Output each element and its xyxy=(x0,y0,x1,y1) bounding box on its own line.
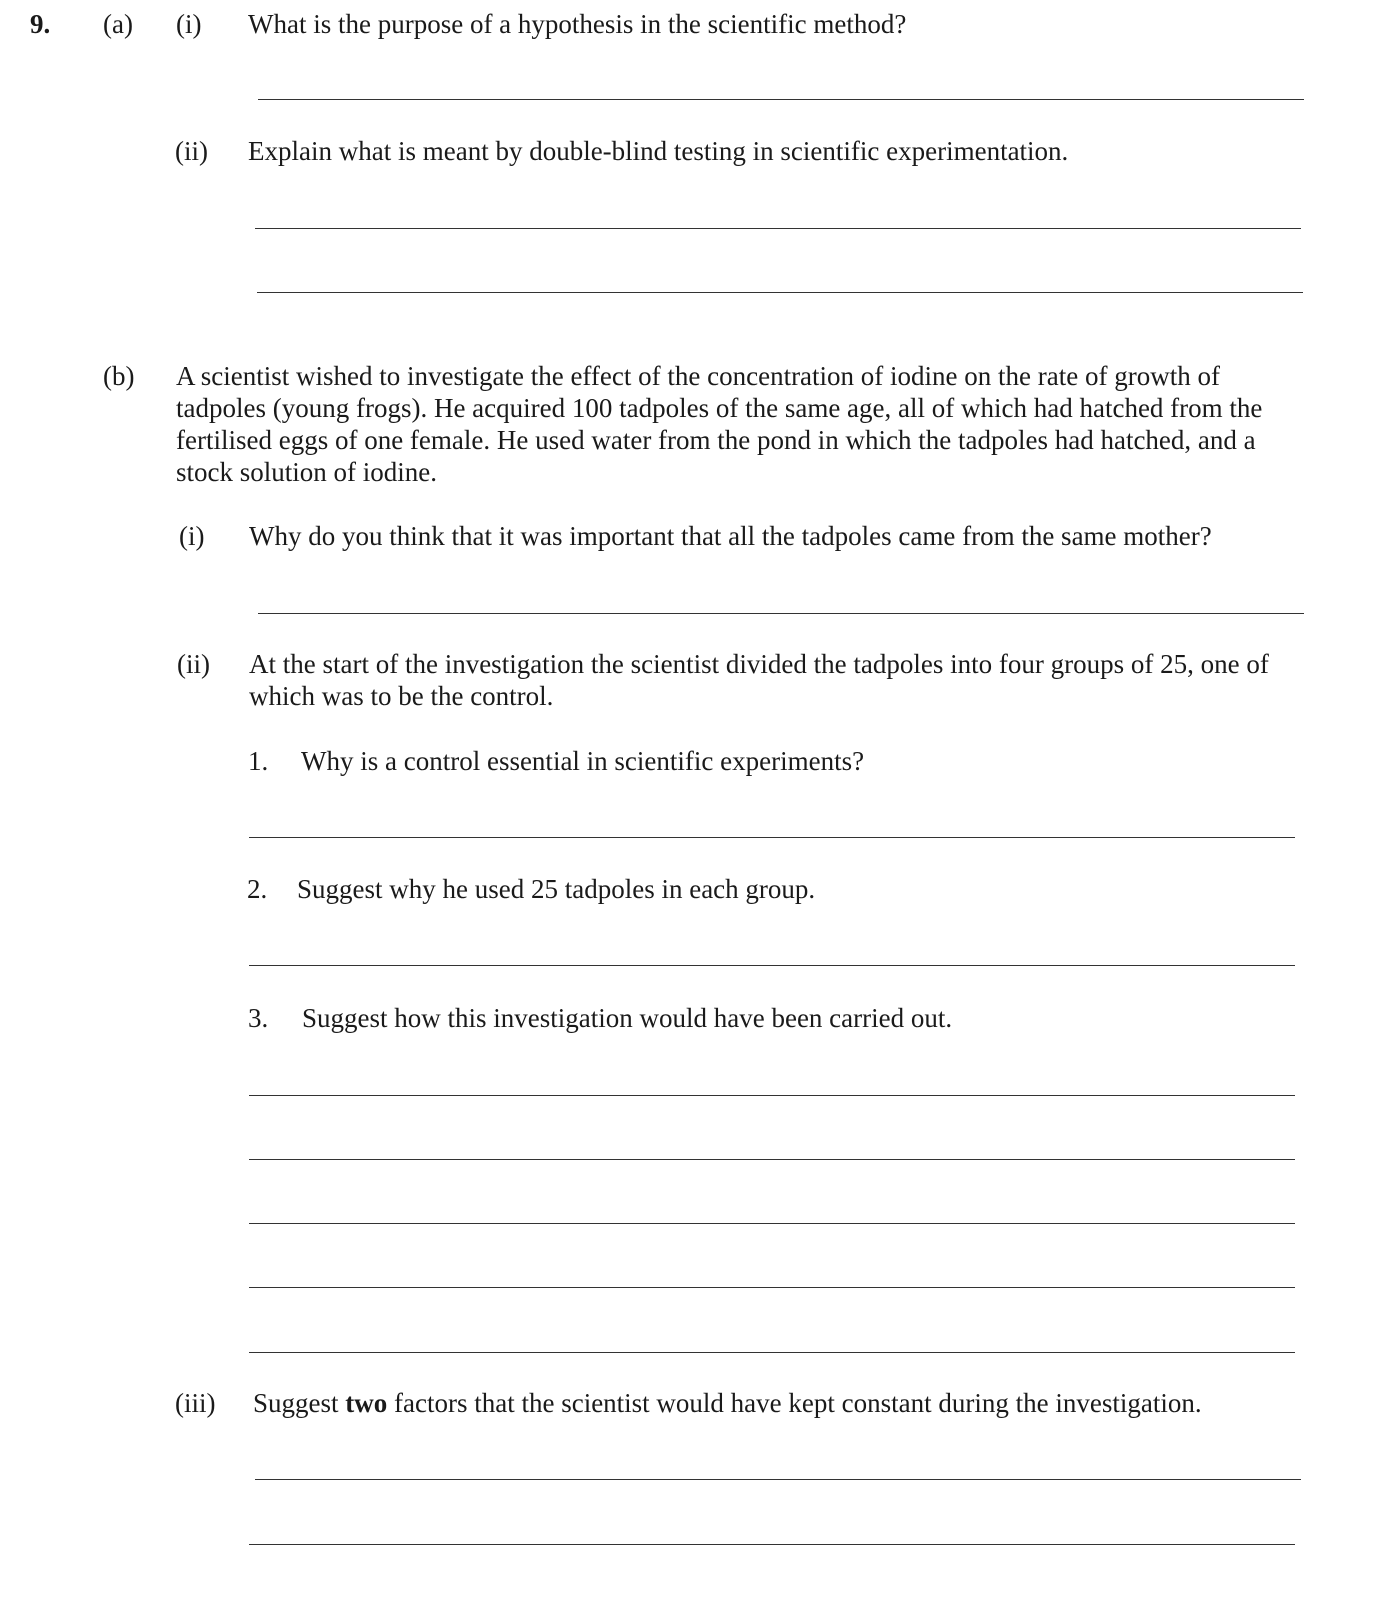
answer-line[interactable] xyxy=(255,1479,1301,1480)
part-a-i-question: What is the purpose of a hypothesis in the scientific method? xyxy=(248,9,907,39)
answer-line[interactable] xyxy=(249,1159,1295,1160)
part-b-iii-question xyxy=(253,1387,1202,1419)
part-b-iii-emphasis: two xyxy=(345,1388,388,1418)
part-b-intro: A scientist wished to investigate the effect of the concentration of iodine on the rate of growth of tadpoles (young frogs). He acquired 100 tadpoles of the same age, all of which had hatched from the fertilised eggs of one female. He used water from the pond in which the tadpoles had hatched, and a stock solution of iodine. xyxy=(176,361,1263,487)
answer-line[interactable] xyxy=(255,228,1301,229)
answer-line[interactable] xyxy=(249,1223,1295,1224)
part-b-i-label: (i) xyxy=(179,521,205,551)
answer-line[interactable] xyxy=(249,1287,1295,1288)
sub-question-1-number: 1. xyxy=(248,746,269,776)
answer-line[interactable] xyxy=(258,613,1304,614)
part-b-i-question: Why do you think that it was important that all the tadpoles came from the same mother? xyxy=(249,521,1212,551)
question-number: 9. xyxy=(30,9,51,39)
answer-line[interactable] xyxy=(249,1352,1295,1353)
part-b-ii-label: (ii) xyxy=(177,649,210,679)
sub-question-3-number: 3. xyxy=(248,1003,269,1033)
part-b-iii-text-after: factors that the scientist would have kept constant during the investigation. xyxy=(387,1388,1202,1418)
sub-question-2-number: 2. xyxy=(247,874,268,904)
answer-line[interactable] xyxy=(249,837,1295,838)
answer-line[interactable] xyxy=(257,292,1303,293)
sub-question-2-text: Suggest why he used 25 tadpoles in each group. xyxy=(297,874,816,904)
sub-question-1-text: Why is a control essential in scientific experiments? xyxy=(301,746,865,776)
part-a-ii-question: Explain what is meant by double-blind testing in scientific experimentation. xyxy=(248,136,1069,166)
answer-line[interactable] xyxy=(258,99,1304,100)
part-b-iii-text-before: Suggest xyxy=(253,1388,346,1418)
part-b-ii-question: At the start of the investigation the scientist divided the tadpoles into four groups of 25, one of which was to be the control. xyxy=(249,649,1269,711)
part-b-iii-label: (iii) xyxy=(175,1388,216,1418)
sub-question-3-text: Suggest how this investigation would have been carried out. xyxy=(302,1003,953,1033)
answer-line[interactable] xyxy=(249,965,1295,966)
part-b-label: (b) xyxy=(103,361,135,391)
part-a-ii-label: (ii) xyxy=(175,136,208,166)
answer-line[interactable] xyxy=(249,1095,1295,1096)
part-a-label: (a) xyxy=(103,9,133,39)
part-a-i-label: (i) xyxy=(176,9,202,39)
answer-line[interactable] xyxy=(249,1544,1295,1545)
